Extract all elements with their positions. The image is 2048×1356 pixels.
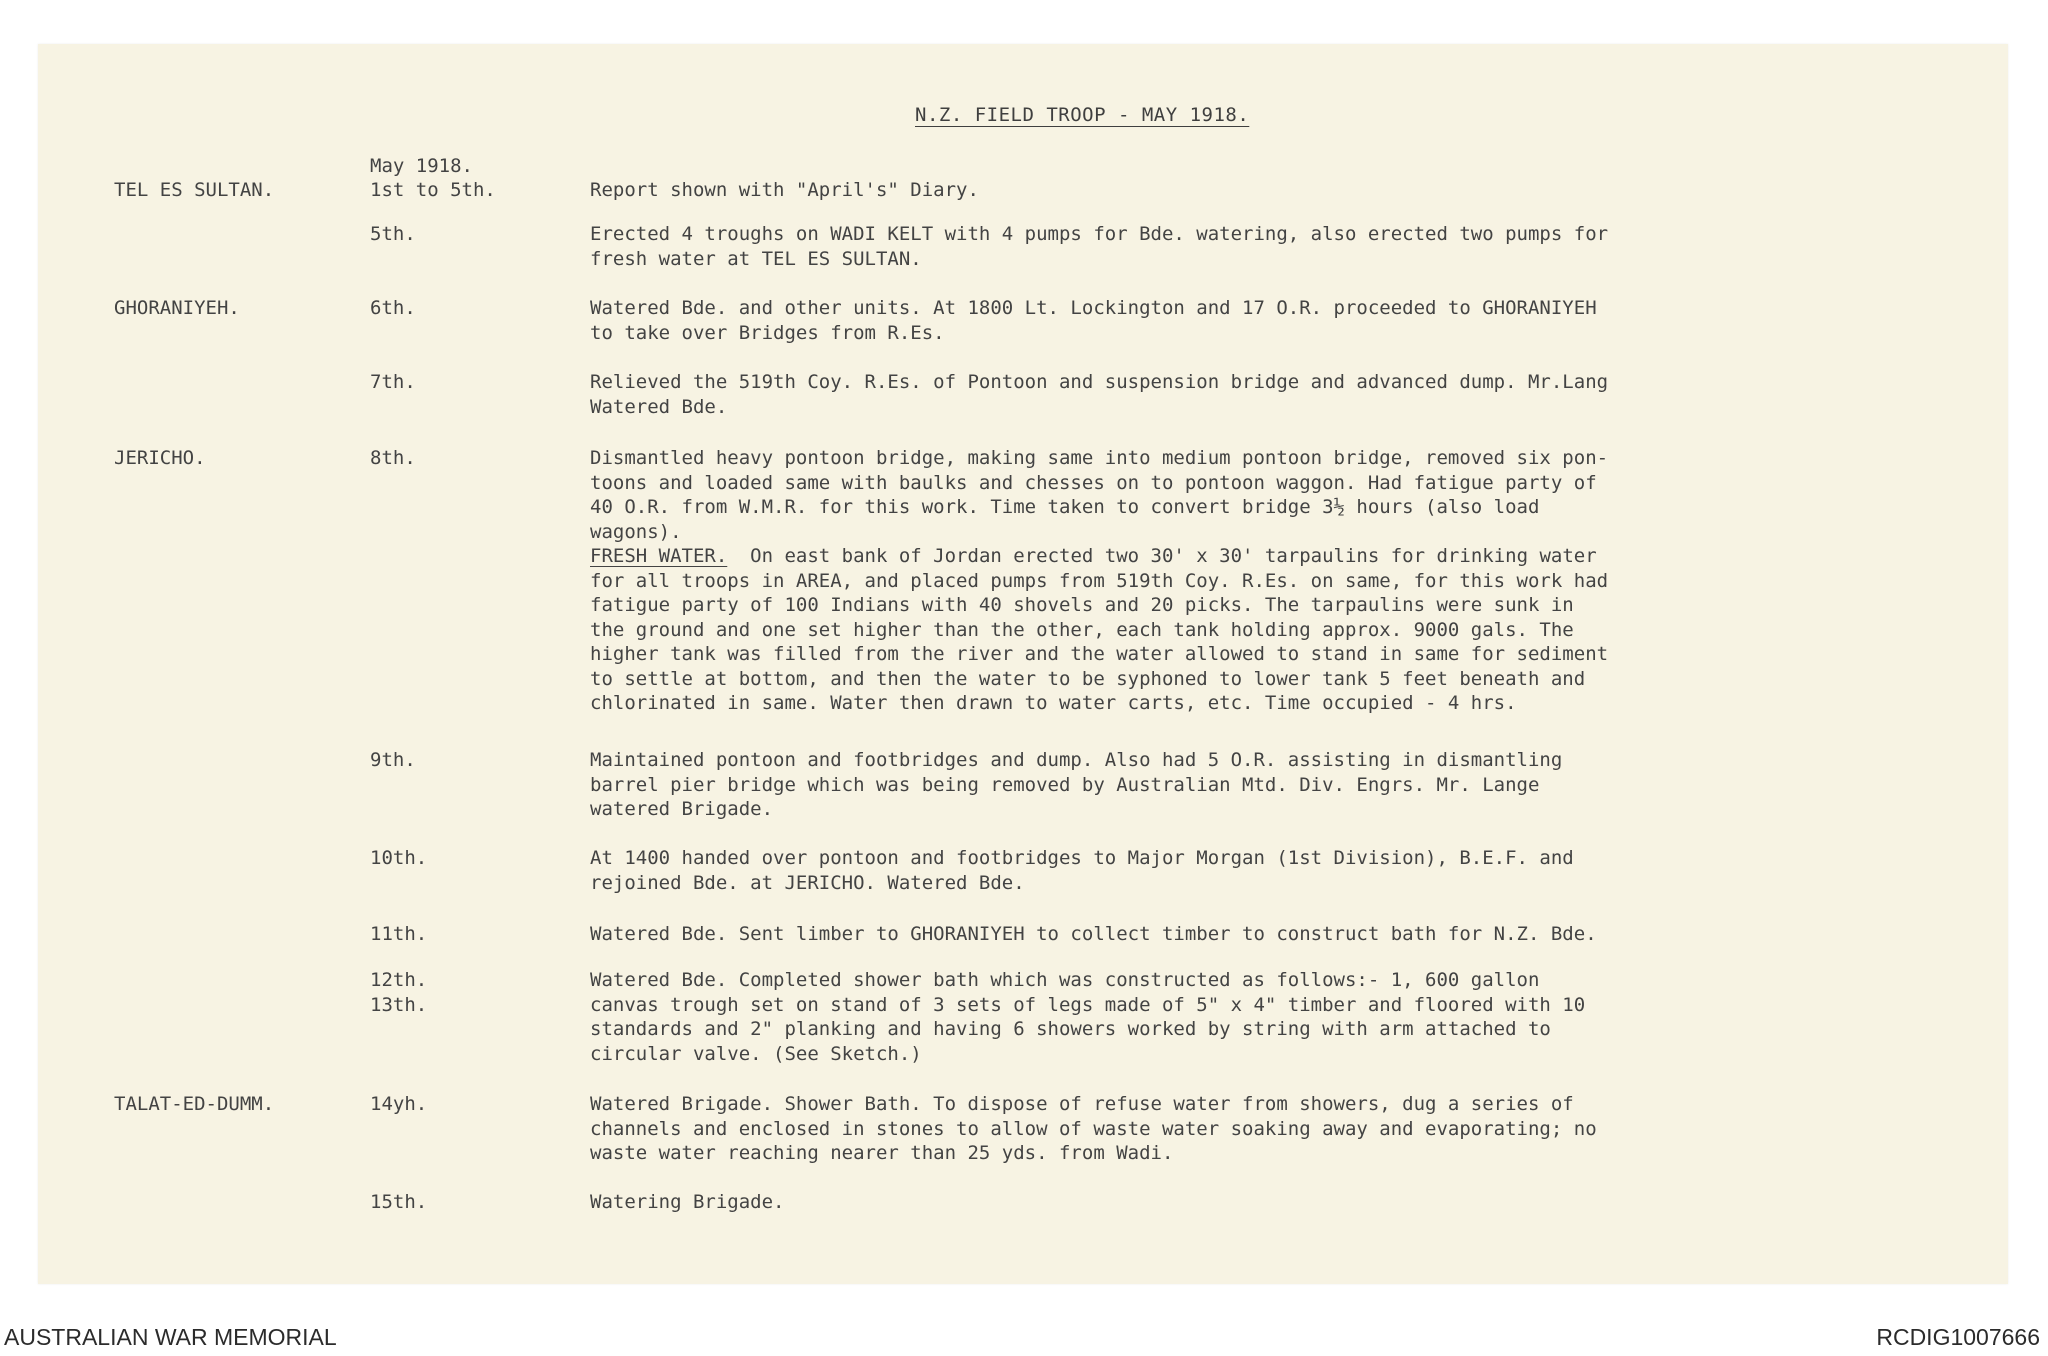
entry-place: GHORANIYEH. (114, 297, 240, 319)
entry-date: 7th. (370, 371, 416, 393)
entry-text: Watered Bde. Completed shower bath which was constructed as follows:- 1, 600 gallon canvas trough set on stand of 3 sets of legs made of 5" x 4" timber and floored with 10 standards and 2" planking and having 6 showers worked by string with arm attached to circular valve. (See Sketch.) (590, 969, 1586, 1065)
fresh-water-text: On east bank of Jordan erected two 30' x 30' tarpaulins for drinking water for all troops in AREA, and placed pumps from 519th Coy. R.Es. on same, for this work had fatigue party of 100 Indians with 40 shovels and 20 picks. The tarpaulins were sunk in the ground and one set higher than the other, each tank holding approx. 9000 gals. The higher tank was filled from the river and the water allowed to stand in same for sediment to settle at bottom, and then the water to be syphoned to lower tank 5 feet beneath and chlorinated in same. Water then drawn to water carts, etc. Time occupied - 4 hrs. (590, 545, 1609, 714)
entry-text: Dismantled heavy pontoon bridge, making same into medium pontoon bridge, removed six pon- toons and loaded same with baulks and chesses on to pontoon waggon. Had fatigue party of 40 O.R. from W.M.R. for this work. Time taken to convert bridge 3½ hours (also load wagons). (590, 447, 1609, 543)
document-title: N.Z. FIELD TROOP - MAY 1918. (915, 104, 1250, 126)
footer-record-id: RCDIG1007666 (1876, 1324, 2040, 1350)
entry-text: Relieved the 519th Coy. R.Es. of Pontoon and suspension bridge and advanced dump. Mr.Lang Watered Bde. (590, 371, 1609, 418)
entry-date: 1st to 5th. (370, 179, 496, 201)
entry-text: Maintained pontoon and footbridges and dump. Also had 5 O.R. assisting in dismantling barrel pier bridge which was being removed by Australian Mtd. Div. Engrs. Mr. Lange watered Brigade. (590, 749, 1563, 820)
entry-date: 12th. 13th. (370, 969, 428, 1016)
entry-date: May 1918. (370, 155, 473, 177)
entry-text: Watering Brigade. (590, 1191, 785, 1213)
footer-credit: AUSTRALIAN WAR MEMORIAL (4, 1324, 337, 1350)
entry-date: 8th. (370, 447, 416, 469)
entry-date: 15th. (370, 1191, 428, 1213)
entry-text (590, 544, 1608, 716)
entry-text: Watered Brigade. Shower Bath. To dispose of refuse water from showers, dug a series of channels and enclosed in stones to allow of waste water soaking away and evaporating; no waste water reaching nearer than 25 yds. from Wadi. (590, 1093, 1597, 1164)
entry-date: 5th. (370, 223, 416, 245)
entry-text: Erected 4 troughs on WADI KELT with 4 pumps for Bde. watering, also erected two pumps for fresh water at TEL ES SULTAN. (590, 223, 1609, 270)
entry-place: TALAT-ED-DUMM. (114, 1093, 275, 1115)
entry-date: 6th. (370, 297, 416, 319)
entry-place: JERICHO. (114, 447, 206, 469)
entry-text: At 1400 handed over pontoon and footbridges to Major Morgan (1st Division), B.E.F. and rejoined Bde. at JERICHO. Watered Bde. (590, 847, 1574, 894)
entry-place: TEL ES SULTAN. (114, 179, 275, 201)
entry-date: 9th. (370, 749, 416, 771)
entry-text: Report shown with "April's" Diary. (590, 179, 979, 201)
entry-date: 10th. (370, 847, 428, 869)
entry-text: Watered Bde. Sent limber to GHORANIYEH to collect timber to construct bath for N.Z. Bde. (590, 923, 1597, 945)
entry-date: 11th. (370, 923, 428, 945)
fresh-water-heading: FRESH WATER. (590, 545, 728, 567)
entry-text: Watered Bde. and other units. At 1800 Lt. Lockington and 17 O.R. proceeded to GHORANIYEH to take over Bridges from R.Es. (590, 297, 1597, 344)
entry-date: 14yh. (370, 1093, 428, 1115)
